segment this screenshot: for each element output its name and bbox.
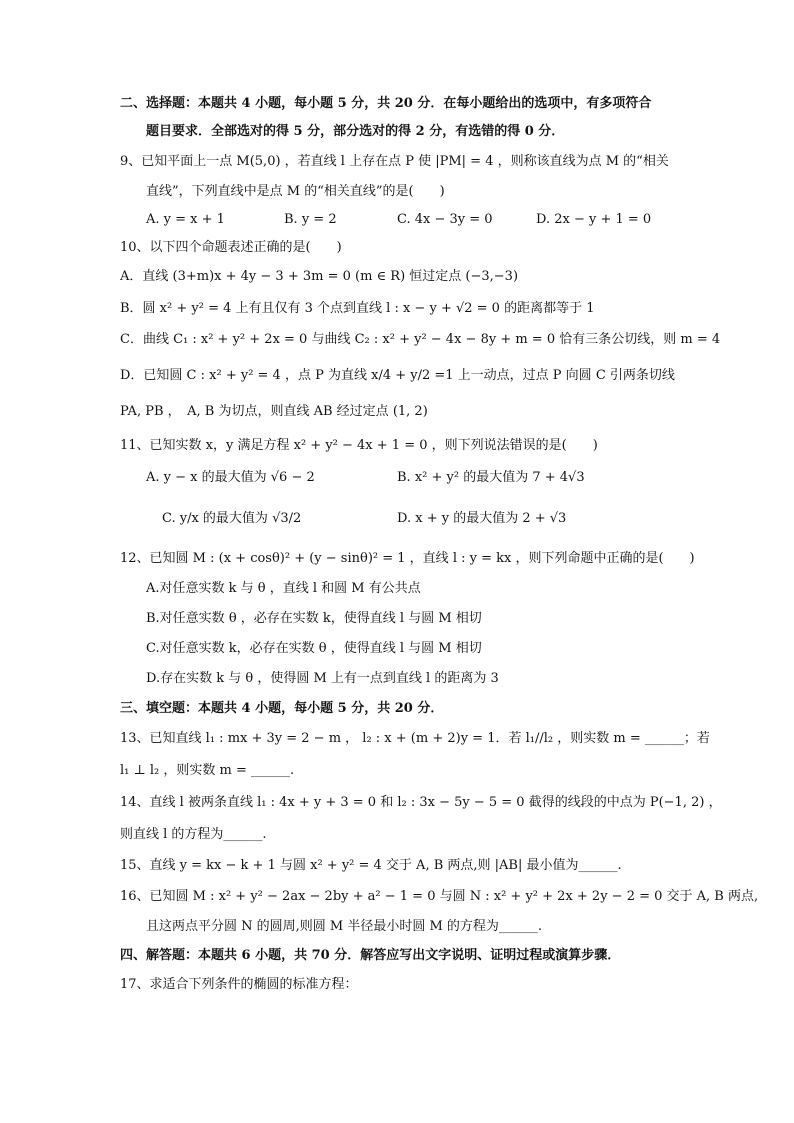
q11-stem: 11、已知实数 x，y 满足方程 x² + y² − 4x + 1 = 0 ，则下列说法错误的是( ): [120, 438, 598, 453]
section2-heading-line2: 题目要求．全部选对的得 5 分，部分选对的得 2 分，有选错的得 0 分．: [146, 124, 565, 139]
section4-heading: 四、解答题：本题共 6 小题，共 70 分．解答应写出文字说明、证明过程或演算步骤．: [120, 948, 621, 963]
q10-option-c: C．曲线 C₁ : x² + y² + 2x = 0 与曲线 C₂ : x² + y² − 4x − 8y + m = 0 恰有三条公切线，则 m = 4: [120, 332, 721, 347]
q9-option-c: C. 4x − 3y = 0: [397, 212, 493, 227]
q9-option-d: D. 2x − y + 1 = 0: [536, 212, 652, 227]
q11-option-c: C. y/x 的最大值为 √3/2: [162, 511, 302, 526]
q12-option-a: A.对任意实数 k 与 θ ，直线 l 和圆 M 有公共点: [146, 581, 421, 596]
q9-option-b: B. y = 2: [284, 212, 337, 227]
q9-option-a: A. y = x + 1: [146, 212, 225, 227]
q11-option-d: D. x + y 的最大值为 2 + √3: [397, 511, 567, 526]
q15-stem: 15、直线 y = kx − k + 1 与圆 x² + y² = 4 交于 A, B 两点,则 |AB| 最小值为______.: [120, 858, 622, 873]
q16-stem-line2: 且这两点平分圆 N 的圆周,则圆 M 半径最小时圆 M 的方程为______.: [146, 919, 543, 934]
q9-stem-line2: 直线”，下列直线中是点 M 的“相关直线”的是( ): [146, 184, 445, 199]
q10-option-b: B．圆 x² + y² = 4 上有且仅有 3 个点到直线 l : x − y + √2 = 0 的距离都等于 1: [120, 301, 595, 316]
q11-option-b: B. x² + y² 的最大值为 7 + 4√3: [397, 470, 585, 485]
q10-option-a: A．直线 (3+m)x + 4y − 3 + 3m = 0 (m ∈ R) 恒过定点 (−3,−3): [120, 269, 519, 284]
q13-stem-line2: l₁ ⊥ l₂ ，则实数 m = ______.: [120, 763, 295, 778]
q9-stem-line1: 9、已知平面上一点 M(5,0) ，若直线 l 上存在点 P 使 |PM| = 4 ，则称该直线为点 M 的“相关: [120, 154, 669, 169]
q10-option-d-line1: D．已知圆 C : x² + y² = 4 ，点 P 为直线 x/4 + y/2 =1 上一动点，过点 P 向圆 C 引两条切线: [120, 368, 675, 383]
q12-option-d: D.存在实数 k 与 θ ，使得圆 M 上有一点到直线 l 的距离为 3: [146, 671, 499, 686]
q13-stem-line1: 13、已知直线 l₁ : mx + 3y = 2 − m ， l₂ : x + (m + 2)y = 1．若 l₁//l₂ ，则实数 m = ______；若: [120, 731, 710, 746]
section3-heading: 三、填空题：本题共 4 小题，每小题 5 分，共 20 分．: [120, 701, 444, 716]
q17-stem: 17、求适合下列条件的椭圆的标准方程：: [120, 977, 358, 992]
q10-stem: 10、以下四个命题表述正确的是( ): [120, 240, 342, 255]
q16-stem-line1: 16、已知圆 M : x² + y² − 2ax − 2by + a² − 1 = 0 与圆 N : x² + y² + 2x + 2y − 2 = 0 交于 A, B 两点,: [120, 889, 759, 904]
section2-heading-line1: 二、选择题：本题共 4 小题，每小题 5 分，共 20 分．在每小题给出的选项中，有多项符合: [120, 96, 652, 111]
q12-stem: 12、已知圆 M : (x + cosθ)² + (y − sinθ)² = 1 ，直线 l : y = kx ，则下列命题中正确的是( ): [120, 551, 695, 566]
q12-option-c: C.对任意实数 k，必存在实数 θ ，使得直线 l 与圆 M 相切: [146, 641, 482, 656]
q14-stem-line1: 14、直线 l 被两条直线 l₁ : 4x + y + 3 = 0 和 l₂ : 3x − 5y − 5 = 0 截得的线段的中点为 P(−1, 2) ，: [120, 795, 722, 810]
q11-option-a: A. y − x 的最大值为 √6 − 2: [146, 470, 315, 485]
q12-option-b: B.对任意实数 θ ，必存在实数 k，使得直线 l 与圆 M 相切: [146, 611, 482, 626]
q10-option-d-line2: PA, PB ， A, B 为切点，则直线 AB 经过定点 (1, 2): [120, 404, 428, 419]
q14-stem-line2: 则直线 l 的方程为______.: [120, 827, 267, 842]
